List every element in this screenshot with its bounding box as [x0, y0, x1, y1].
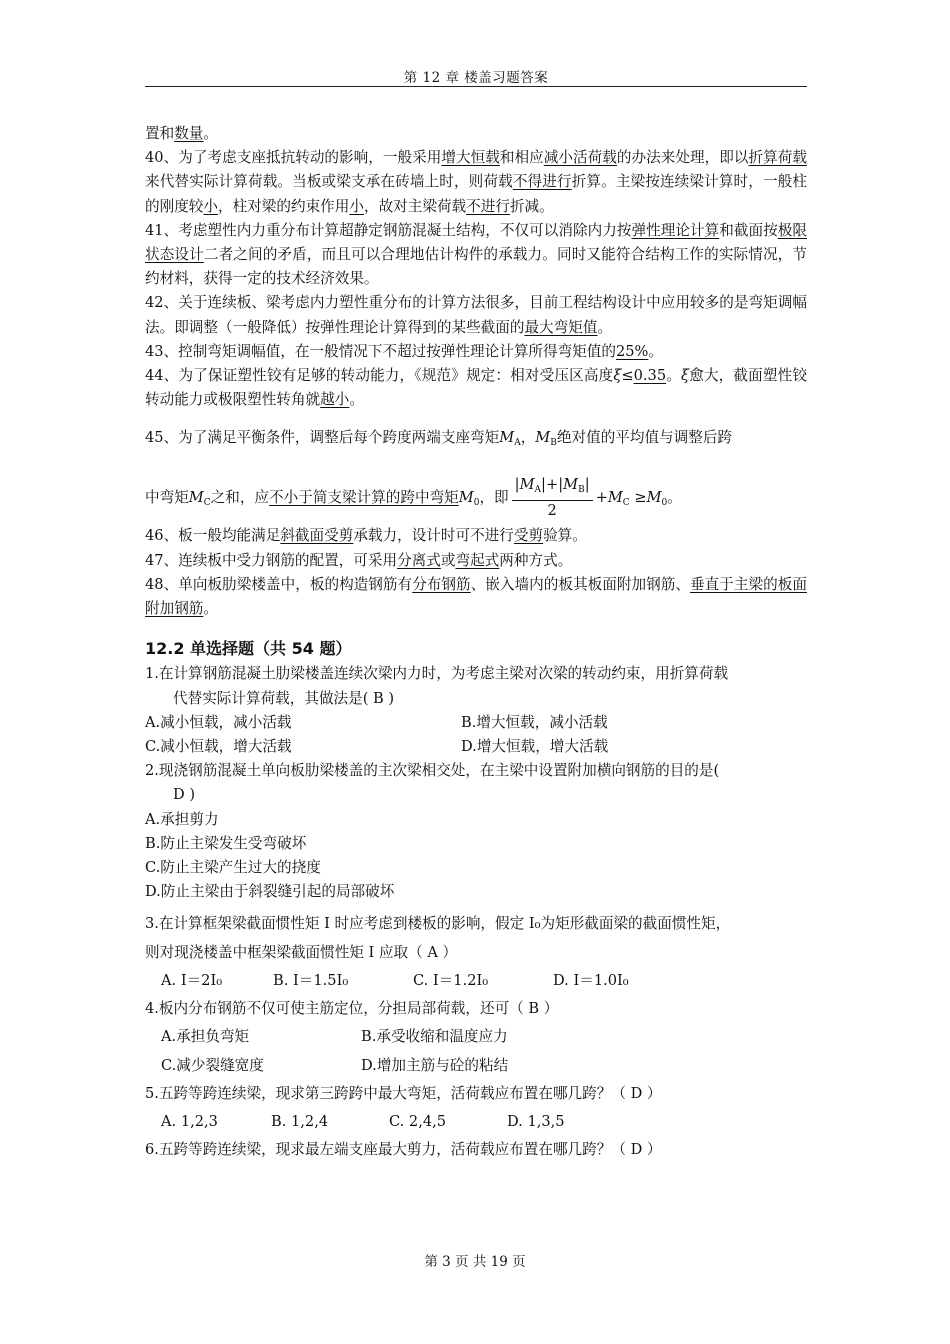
mc-question-1-cont: 代替实际计算荷载，其做法是( B ) [173, 689, 395, 707]
option-a: A. I＝2I₀ [161, 971, 223, 989]
option-a: A.减小恒载，减小活载 [145, 713, 292, 731]
answer-blank: 越小 [320, 391, 350, 409]
option-c: C. 2,4,5 [389, 1112, 447, 1130]
answer-blank: 垂直于主梁的板面附加钢筋 [145, 575, 807, 618]
mc-question-1: 1.在计算钢筋混凝土肋梁楼盖连续次梁内力时，为考虑主梁对次梁的转动约束，用折算荷载 [145, 665, 729, 683]
answer-blank: 受剪 [513, 527, 544, 545]
option-b: B. 1,2,4 [271, 1112, 329, 1130]
option-c: C.减少裂缝宽度 [161, 1056, 264, 1074]
mc-options-row [145, 735, 807, 759]
section-heading: 12.2 单选择题（共 54 题） [145, 639, 352, 659]
mc-question-4: 4.板内分布钢筋不仅可使主筋定位，分担局部荷载，还可（ B ） [145, 1000, 559, 1018]
page-content [145, 122, 807, 1162]
question-48: 48、单向板肋梁楼盖中，板的构造钢筋有分布钢筋、嵌入墙内的板其板面附加钢筋、垂直于主梁的板面附加钢筋。 [145, 575, 807, 618]
mc-options-row [145, 1025, 807, 1049]
answer-blank: 最大弯矩值 [524, 318, 598, 336]
answer-blank: 不小于简支梁计算的跨中弯矩 [269, 489, 459, 507]
question-46: 46、板一般均能满足斜截面受剪承载力，设计时可不进行受剪验算。 [145, 527, 587, 545]
option-a: A. 1,2,3 [161, 1112, 218, 1130]
answer-blank: 数量 [174, 125, 204, 142]
answer-blank: 折算荷载 [748, 149, 807, 167]
question-40: 40、为了考虑支座抵抗转动的影响，一般采用增大恒载和相应减小活荷载的办法来处理，即以折算荷载来代替实际计算荷载。当板或梁支承在砖墙上时，则荷载不得进行折算。主梁按连续梁计算时，一般柱的刚度较小，柱对梁的约束作用小，故对主梁荷载不进行折减。 [145, 149, 807, 215]
mc-question-3-cont: 则对现浇楼盖中框架梁截面惯性矩 I 应取（ A ） [145, 943, 458, 961]
answer-blank: 减小活荷载 [543, 149, 617, 167]
option-a: A.承担剪力 [145, 810, 219, 828]
question-42: 42、关于连续板、梁考虑内力塑性重分布的计算方法很多，目前工程结构设计中应用较多的是弯矩调幅法。即调整（一般降低）按弹性理论计算得到的某些截面的最大弯矩值。 [145, 294, 807, 336]
answer-blank: 不得进行 [512, 173, 572, 191]
q39-tail: 置和数量。 [145, 125, 219, 142]
answer-blank: 不进行 [466, 197, 510, 215]
option-d: D.增加主筋与砼的粘结 [361, 1056, 509, 1074]
question-47: 47、连续板中受力钢筋的配置，可采用分离式或弯起式两种方式。 [145, 551, 573, 569]
mc-question-2: 2.现浇钢筋混凝土单向板肋梁楼盖的主次梁相交处，在主梁中设置附加横向钢筋的目的是( [145, 762, 720, 780]
question-41: 41、考虑塑性内力重分布计算超静定钢筋混凝土结构，不仅可以消除内力按弹性理论计算和截面按极限状态设计二者之间的矛盾，而且可以合理地估计构件的承载力。同时又能符合结构工作的实际情况，节约材料，获得一定的技术经济效果。 [145, 221, 807, 288]
page-footer: 第 3 页 共 19 页 [424, 1254, 526, 1270]
answer-blank: 极限状态设计 [145, 221, 807, 264]
page-header: 第 12 章 楼盖习题答案 [403, 70, 549, 86]
question-43: 43、控制弯矩调幅值，在一般情况下不超过按弹性理论计算所得弯矩值的25%。 [145, 342, 664, 360]
mc-options-row [145, 1110, 807, 1134]
question-44: 44、为了保证塑性铰有足够的转动能力，《规范》规定：相对受压区高度ξ≤0.35。ξ愈大，截面塑性铰转动能力或极限塑性转角就越小。 [145, 367, 807, 409]
answer-blank: 小 [203, 197, 218, 215]
formula-fraction: $\frac{|M_A|+|M_B|}{2}$ [512, 475, 593, 521]
option-b: B. I＝1.5I₀ [273, 971, 349, 989]
mc-question-5: 5.五跨等跨连续梁，现求第三跨跨中最大弯矩，活荷载应布置在哪几跨？（ D ） [145, 1084, 662, 1102]
option-b: B.增大恒载，减小活载 [461, 713, 608, 731]
option-d: D. I＝1.0I₀ [553, 971, 629, 989]
option-c: C. I＝1.2I₀ [413, 971, 489, 989]
mc-question-3: 3.在计算框架梁截面惯性矩 I 时应考虑到楼板的影响，假定 I₀为矩形截面梁的截面惯性矩， [145, 915, 731, 933]
answer-blank: 斜截面受剪 [280, 527, 354, 545]
answer-blank: 0.35 [633, 367, 667, 385]
mc-options-row [145, 711, 807, 735]
mc-options-row [145, 1054, 807, 1078]
question-45-line1: 45、为了满足平衡条件，调整后每个跨度两端支座弯矩$M_A$，$M_B$绝对值的平均值与调整后跨 [145, 429, 733, 449]
header-rule [145, 86, 807, 87]
question-45-line2: 中弯矩$M_C$之和，应不小于简支梁计算的跨中弯矩$M_0$，即 $\frac{|M_A|+|M_B|}{2}$ $+M_C \ge M_0$。 [145, 476, 682, 520]
answer-blank: 分离式 [397, 551, 441, 569]
option-c: C.防止主梁产生过大的挠度 [145, 859, 321, 877]
option-c: C.减小恒载，增大活载 [145, 738, 292, 756]
option-d: D.防止主梁由于斜裂缝引起的局部破坏 [145, 883, 395, 901]
option-b: B.承受收缩和温度应力 [361, 1028, 508, 1046]
option-a: A.承担负弯矩 [161, 1028, 250, 1046]
option-b: B.防止主梁发生受弯破坏 [145, 834, 307, 852]
answer-blank: 25% [615, 342, 649, 360]
answer-blank: 分布钢筋 [412, 575, 471, 593]
option-d: D.增大恒载，增大活载 [461, 738, 609, 756]
answer-blank: 弯起式 [455, 551, 500, 569]
mc-question-2-cont: D ) [173, 786, 196, 804]
answer-blank: 弹性理论计算 [631, 221, 720, 239]
answer-blank: 增大恒载 [441, 149, 500, 167]
answer-blank: 小 [349, 197, 364, 215]
mc-options-row [145, 969, 807, 993]
mc-question-6: 6.五跨等跨连续梁，现求最左端支座最大剪力，活荷载应布置在哪几跨？（ D ） [145, 1141, 662, 1159]
option-d: D. 1,3,5 [507, 1112, 565, 1130]
